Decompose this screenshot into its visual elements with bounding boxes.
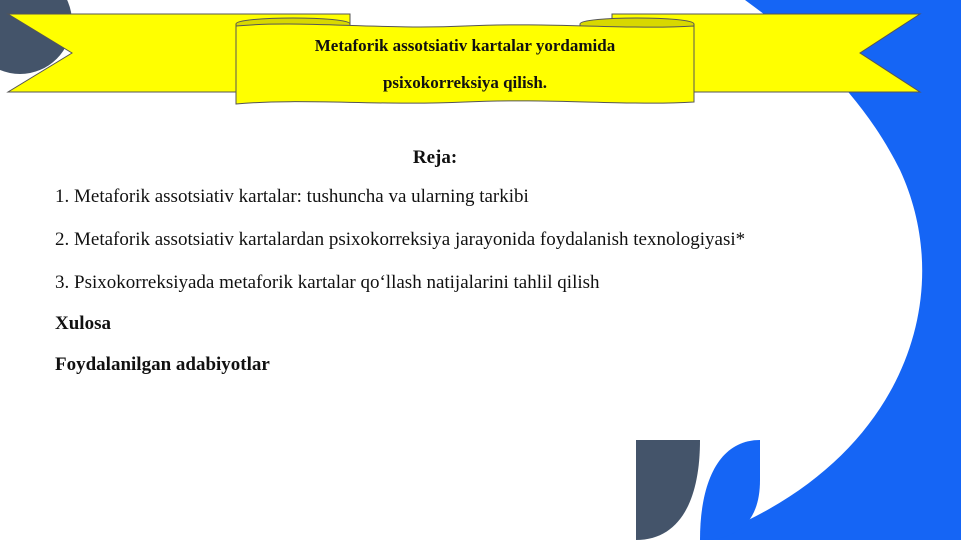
references-label: Foydalanilgan adabiyotlar <box>55 354 270 375</box>
title-line-2: psixokorreksiya qilish. <box>382 73 548 92</box>
plan-section <box>55 140 755 392</box>
slate-leaf-shape <box>636 440 700 540</box>
conclusion-label: Xulosa <box>55 313 111 334</box>
plan-item-3: 3. Psixokorreksiyada metaforik kartalar qo‘llash natijalarini tahlil qilish <box>55 272 600 293</box>
plan-item-2: 2. Metaforik assotsiativ kartalardan psixokorreksiya jarayonida foydalanish texnologiyasi* <box>55 229 746 250</box>
plan-item-1: 1. Metaforik assotsiativ kartalar: tushuncha va ularning tarkibi <box>55 186 529 207</box>
plan-heading: Reja: <box>412 147 458 168</box>
title-line-1: Metaforik assotsiativ kartalar yordamida <box>314 36 616 55</box>
slide-title <box>236 24 694 104</box>
